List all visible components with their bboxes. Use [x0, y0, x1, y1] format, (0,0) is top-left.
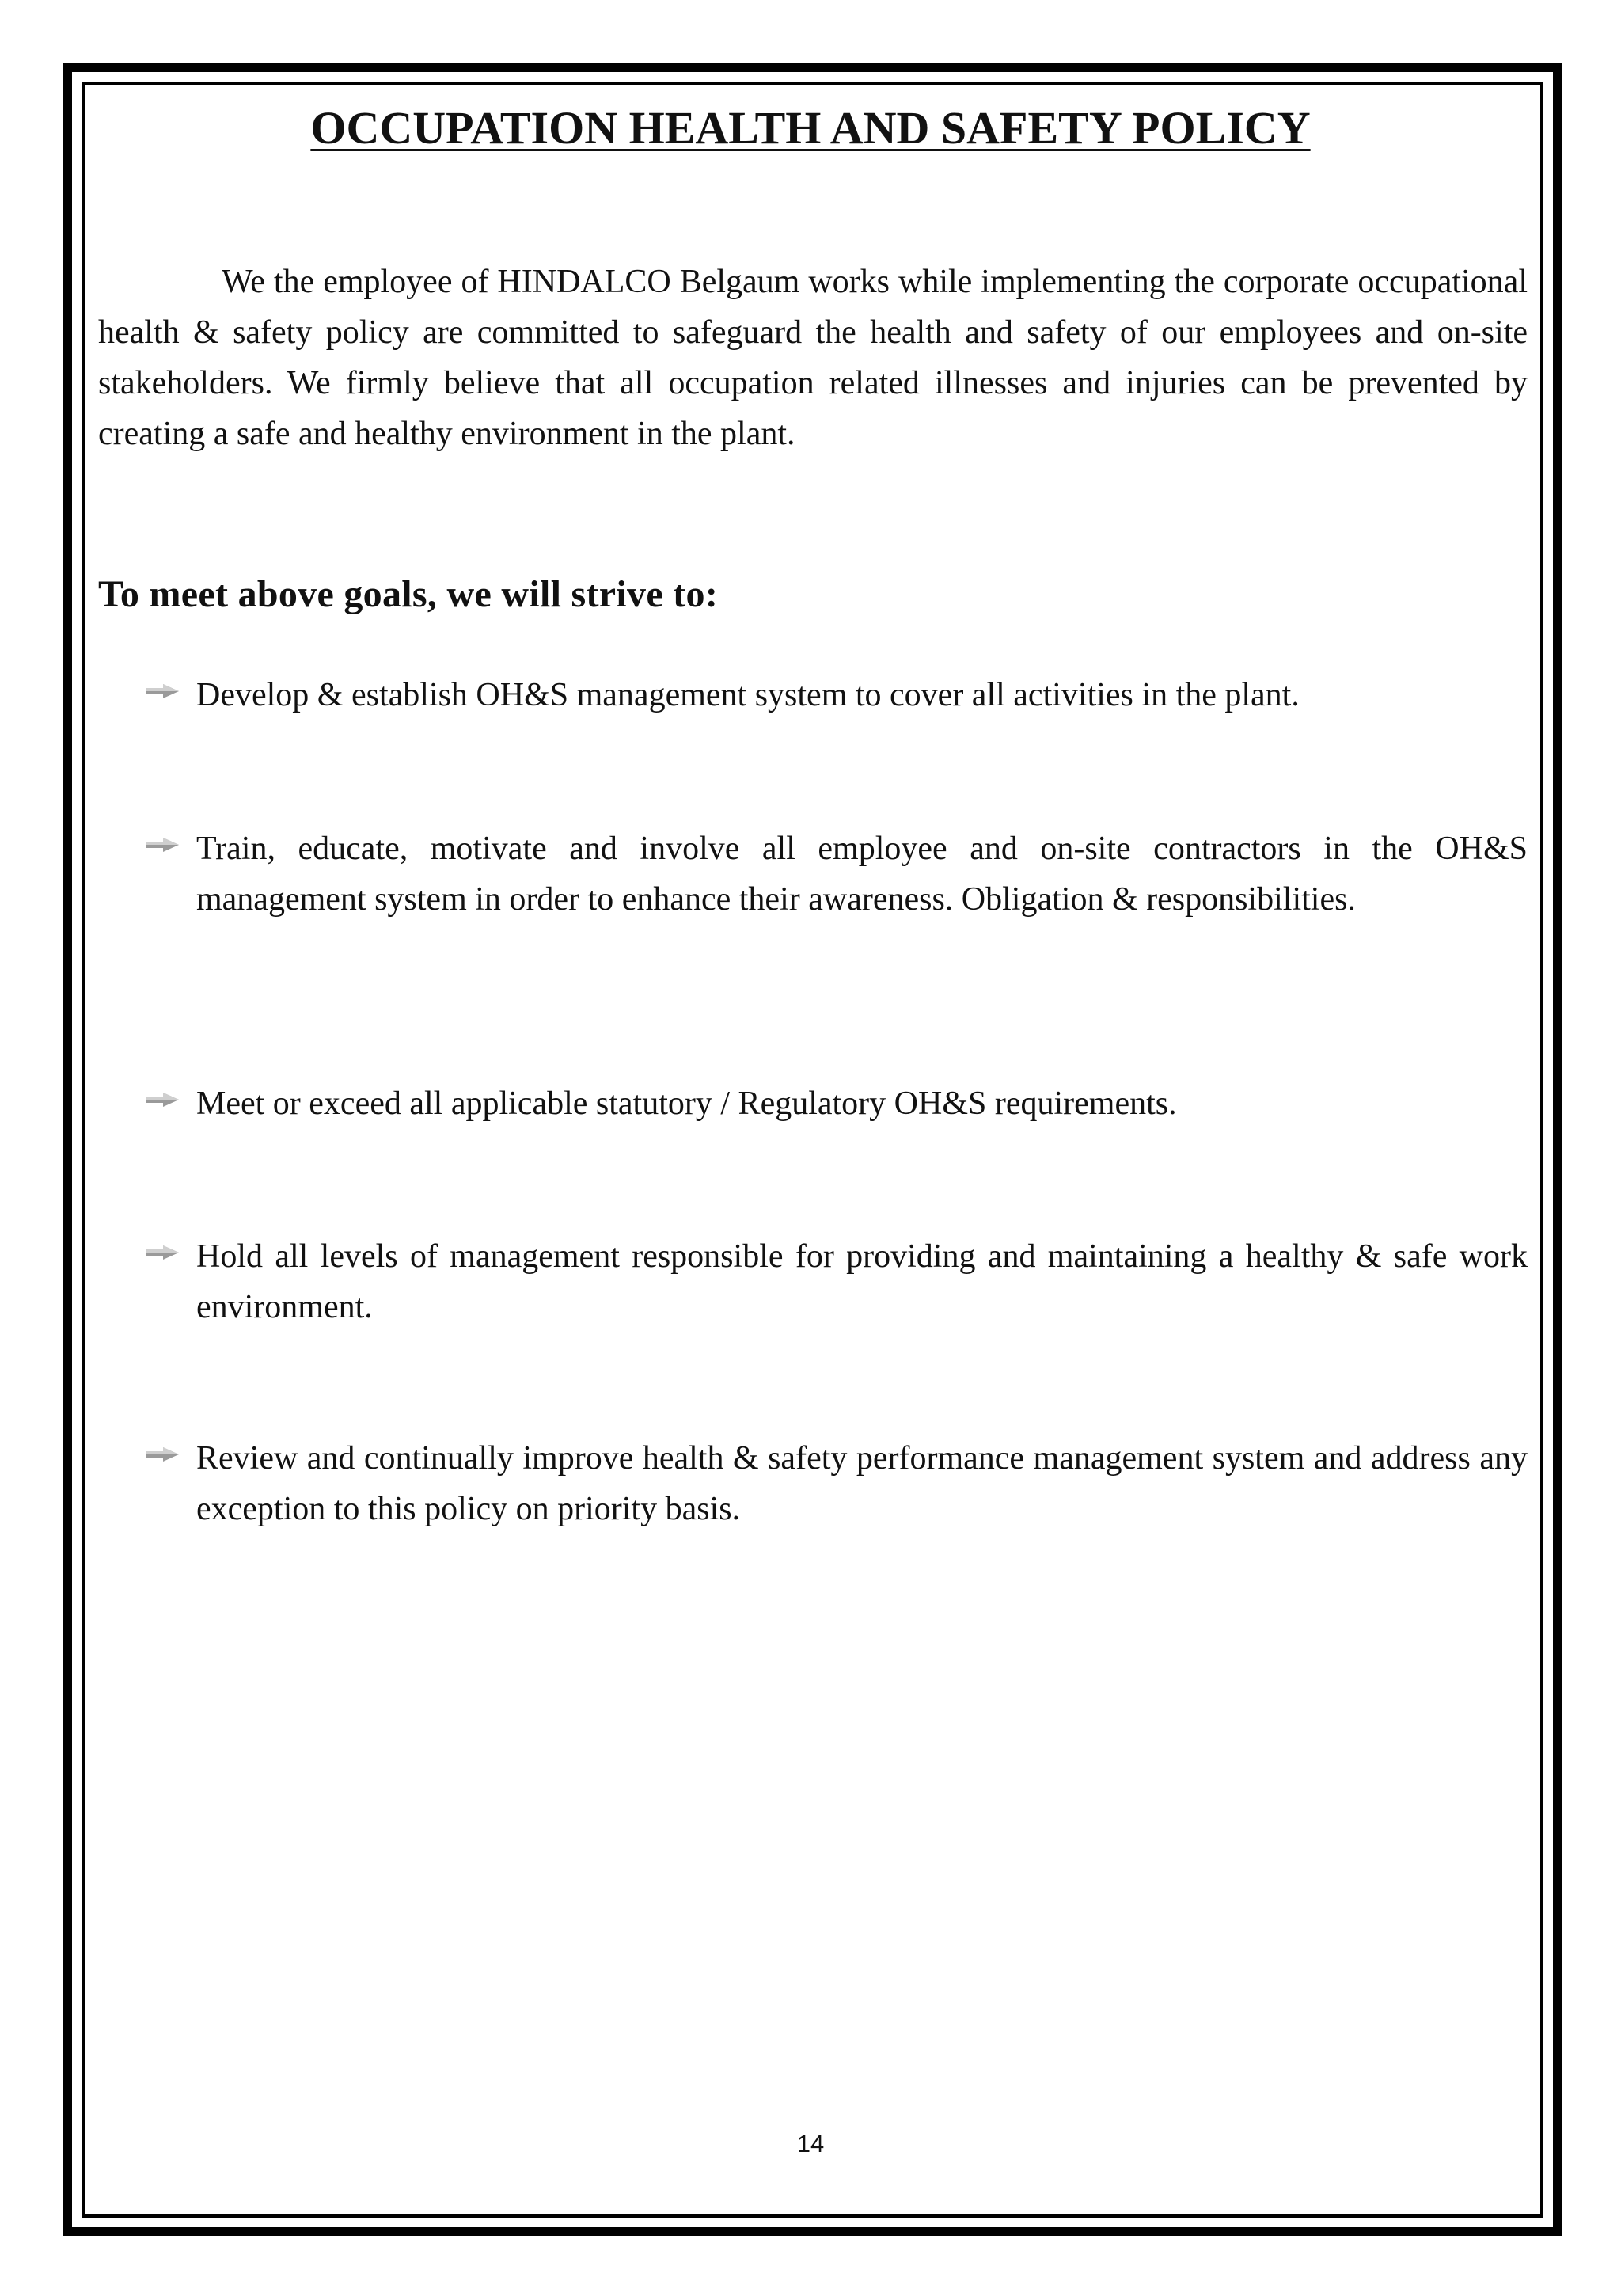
- policy-item-text: Meet or exceed all applicable statutory / Regulatory OH&S requirements.: [196, 1085, 1177, 1122]
- policy-item-review-improve: [144, 1433, 1528, 1534]
- pointing-hand-icon: [144, 1089, 180, 1110]
- page-title: OCCUPATION HEALTH AND SAFETY POLICY: [310, 102, 1311, 154]
- policy-item-text: Review and continually improve health & safety performance management system and address any exception to this policy on priority basis.: [196, 1440, 1528, 1527]
- policy-item-develop-system: [144, 670, 1528, 720]
- policy-item-text: Train, educate, motivate and involve all employee and on-site contractors in the OH&S management system in order to enhance their awareness. Obligation & responsibilities.: [196, 831, 1528, 918]
- policy-item-train-educate: [144, 823, 1528, 925]
- pointing-hand-icon: [144, 834, 180, 855]
- policy-item-meet-requirements: [144, 1078, 1528, 1129]
- pointing-hand-icon: [144, 681, 180, 701]
- pointing-hand-icon: [144, 1242, 180, 1263]
- policy-item-text: Hold all levels of management responsible for providing and maintaining a healthy & safe work environment.: [196, 1238, 1528, 1325]
- pointing-hand-icon: [144, 1444, 180, 1465]
- policy-item-hold-management: [144, 1231, 1528, 1332]
- policy-item-text: Develop & establish OH&S management system to cover all activities in the plant.: [196, 677, 1300, 713]
- goals-heading: To meet above goals, we will strive to:: [98, 573, 719, 615]
- page-number: 14: [796, 2130, 825, 2157]
- policy-intro-paragraph: We the employee of HINDALCO Belgaum works while implementing the corporate occupational health & safety policy are committed to safeguard the health and safety of our employees and on-site stakeholders. We firmly believe that all occupation related illnesses and injuries can be prevented by creating a safe and healthy environment in the plant.: [98, 264, 1528, 452]
